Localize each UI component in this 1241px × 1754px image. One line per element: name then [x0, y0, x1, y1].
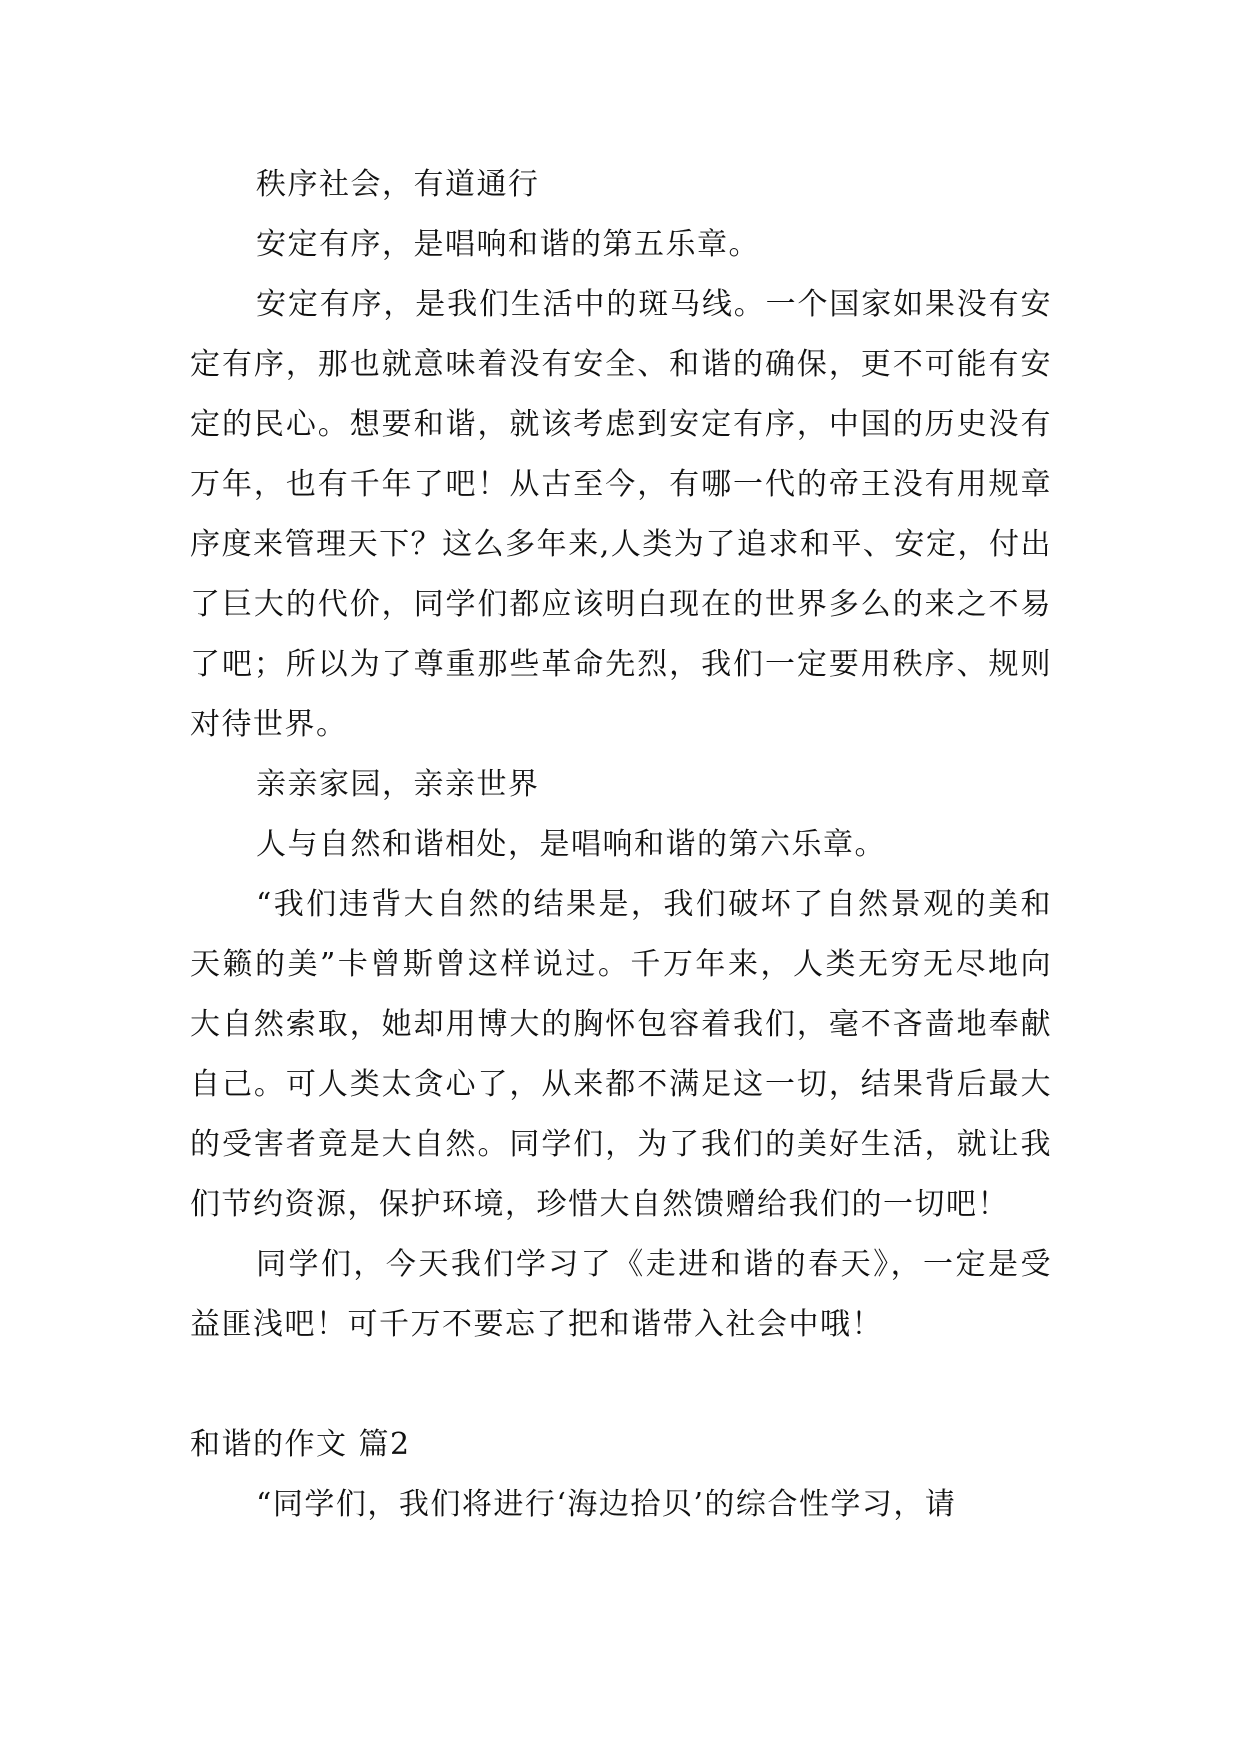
paragraph: 亲亲家园，亲亲世界 — [256, 767, 540, 802]
paragraph: “同学们，我们将进行‘海边拾贝’的综合性学习，请 — [256, 1487, 957, 1522]
section-title: 和谐的作文 篇2 — [190, 1427, 411, 1462]
document-body — [190, 155, 1052, 1535]
paragraph: 人与自然和谐相处，是唱响和谐的第六乐章。 — [256, 827, 886, 862]
paragraph: 秩序社会，有道通行 — [256, 167, 540, 202]
paragraph: “我们违背大自然的结果是，我们破坏了自然景观的美和天籁的美”卡曾斯曾这样说过。千万年来，人类无穷无尽地向大自然索取，她却用博大的胸怀包容着我们，毫不吝啬地奉献自己。可人类太贪心了，从来都不满足这一切，结果背后最大的受害者竟是大自然。同学们，为了我们的美好生活，就让我们节约资源，保护环境，珍惜大自然馈赠给我们的一切吧！ — [190, 887, 1052, 1222]
paragraph: 安定有序，是唱响和谐的第五乐章。 — [256, 227, 760, 262]
paragraph: 安定有序，是我们生活中的斑马线。一个国家如果没有安定有序，那也就意味着没有安全、和谐的确保，更不可能有安定的民心。想要和谐，就该考虑到安定有序，中国的历史没有万年，也有千年了吧！从古至今，有哪一代的帝王没有用规章序度来管理天下？这么多年来,人类为了追求和平、安定，付出了巨大的代价，同学们都应该明白现在的世界多么的来之不易了吧；所以为了尊重那些革命先烈，我们一定要用秩序、规则对待世界。 — [190, 287, 1052, 742]
paragraph: 同学们，今天我们学习了《走进和谐的春天》，一定是受益匪浅吧！可千万不要忘了把和谐带入社会中哦！ — [190, 1247, 1052, 1342]
